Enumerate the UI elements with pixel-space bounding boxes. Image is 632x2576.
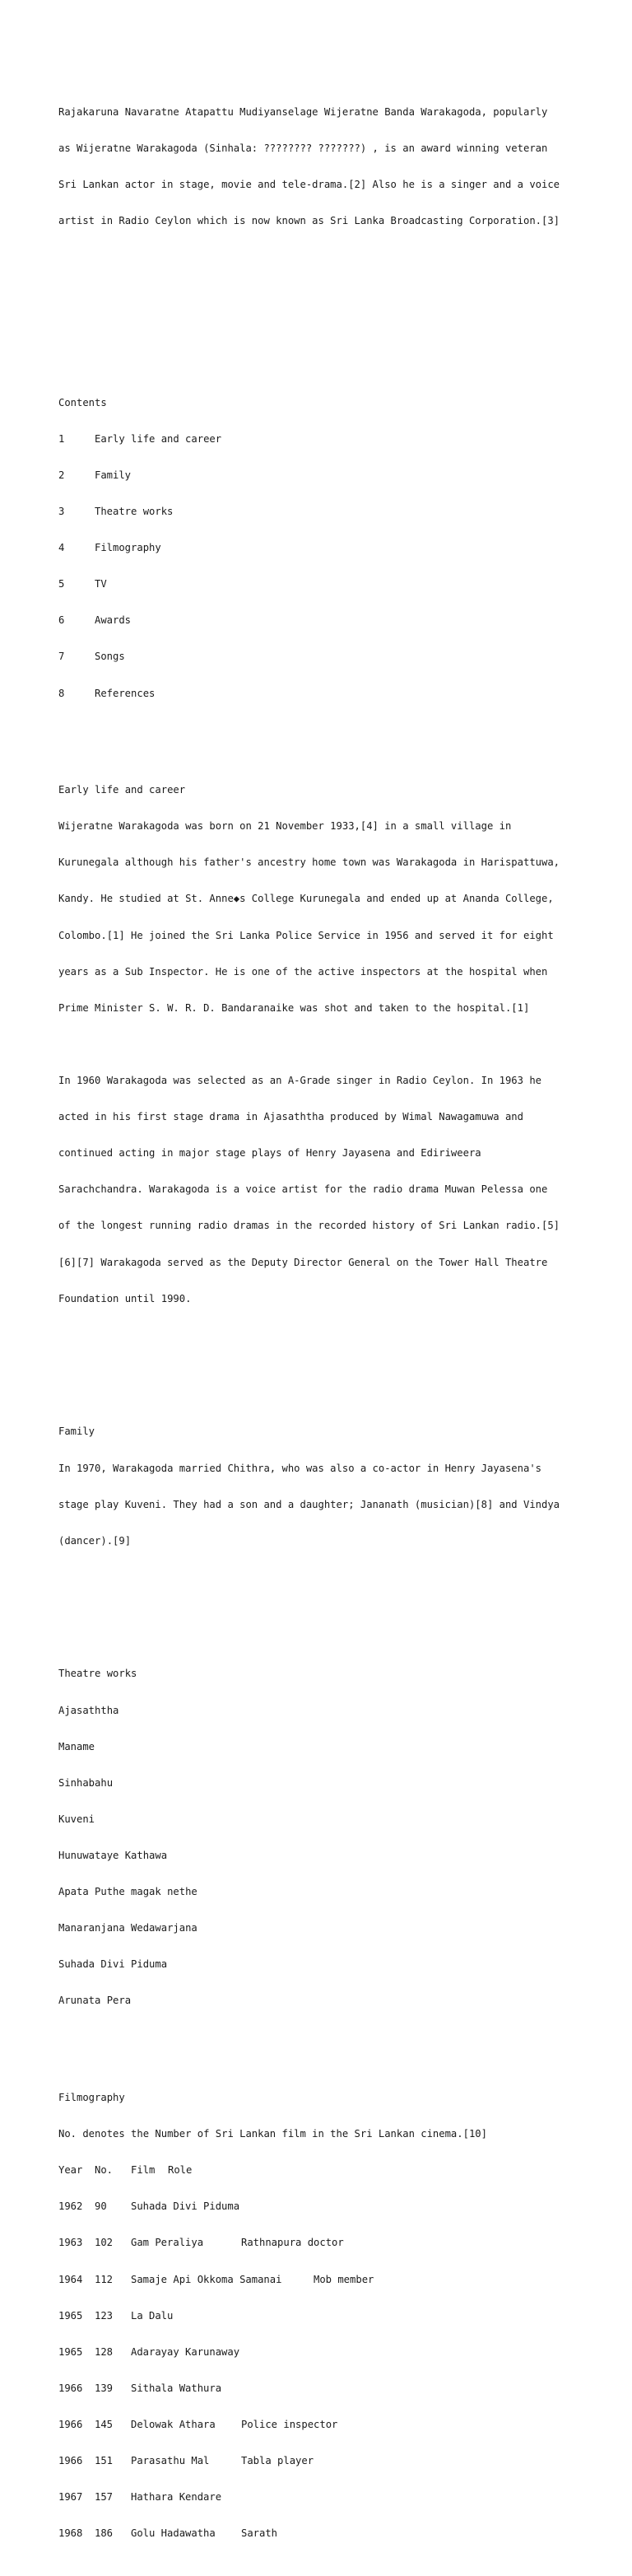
table-row bbox=[58, 2274, 626, 2286]
toc-label: Awards bbox=[95, 614, 132, 627]
column-header: Film bbox=[131, 2164, 156, 2177]
section-heading: Early life and career bbox=[58, 784, 186, 796]
film-year: 1962 bbox=[58, 2200, 83, 2213]
intro-line: artist in Radio Ceylon which is now known as Sri Lanka Broadcasting Corporation.[3] bbox=[58, 215, 560, 227]
intro-paragraph bbox=[58, 82, 626, 251]
theatre-section bbox=[58, 1644, 626, 2032]
film-number: 90 bbox=[95, 2200, 107, 2213]
film-role: Tabla player bbox=[241, 2455, 314, 2467]
paragraph-line: continued acting in major stage plays of Henry Jayasena and Ediriweera bbox=[58, 1147, 481, 1160]
paragraph-line: In 1970, Warakagoda married Chithra, who was also a co-actor in Henry Jayasena's bbox=[58, 1462, 541, 1474]
film-role: Mob member bbox=[314, 2273, 374, 2285]
film-title: Samaje Api Okkoma Samanai bbox=[131, 2273, 282, 2285]
film-title: Golu Hadawatha bbox=[131, 2527, 216, 2540]
film-title: Delowak Athara bbox=[131, 2419, 216, 2431]
paragraph-line: Sarachchandra. Warakagoda is a voice artist for the radio drama Muwan Pelessa one bbox=[58, 1183, 548, 1196]
film-year: 1966 bbox=[58, 2382, 83, 2394]
theatre-item: Sinhabahu bbox=[58, 1776, 114, 1789]
toc-label: Filmography bbox=[95, 542, 161, 554]
film-year: 1967 bbox=[58, 2491, 83, 2504]
paragraph-line: Kandy. He studied at St. Anne◆s College Kurunegala and ended up at Ananda College, bbox=[58, 893, 554, 905]
film-title: Sithala Wathura bbox=[131, 2382, 222, 2394]
film-year: 1964 bbox=[58, 2273, 83, 2285]
early-life-section bbox=[58, 760, 626, 1329]
toc-number: 6 bbox=[58, 614, 65, 627]
toc-label: Early life and career bbox=[95, 432, 222, 445]
table-row bbox=[58, 2200, 626, 2213]
toc-item[interactable] bbox=[58, 506, 626, 518]
column-header: Year bbox=[58, 2164, 83, 2177]
film-title: Suhada Divi Piduma bbox=[131, 2200, 240, 2213]
theatre-item: Arunata Pera bbox=[58, 1995, 132, 2007]
theatre-item: Maname bbox=[58, 1740, 95, 1752]
toc-label: Family bbox=[95, 469, 132, 481]
theatre-item: Hunuwataye Kathawa bbox=[58, 1849, 168, 1861]
film-year: 1965 bbox=[58, 2309, 83, 2322]
filmography-section bbox=[58, 2068, 626, 2564]
toc-number: 8 bbox=[58, 687, 65, 699]
film-title: La Dalu bbox=[131, 2309, 174, 2322]
paragraph-line: of the longest running radio dramas in the recorded history of Sri Lankan radio.[5] bbox=[58, 1220, 560, 1232]
paragraph-line: Kurunegala although his father's ancestry home town was Warakagoda in Harispattuwa, bbox=[58, 856, 560, 869]
column-header: Role bbox=[168, 2164, 193, 2177]
table-row bbox=[58, 2382, 626, 2395]
toc-item[interactable] bbox=[58, 469, 626, 482]
film-title: Adarayay Karunaway bbox=[131, 2345, 240, 2358]
film-number: 186 bbox=[95, 2527, 114, 2540]
film-year: 1966 bbox=[58, 2419, 83, 2431]
theatre-item: Ajasaththa bbox=[58, 1704, 119, 1716]
film-year: 1968 bbox=[58, 2527, 83, 2540]
film-number: 102 bbox=[95, 2237, 114, 2249]
table-row bbox=[58, 2455, 626, 2467]
column-header: No. bbox=[95, 2164, 114, 2177]
paragraph-line: stage play Kuveni. They had a son and a daughter; Jananath (musician)[8] and Vindya bbox=[58, 1498, 560, 1510]
table-row bbox=[58, 2310, 626, 2322]
theatre-item: Kuveni bbox=[58, 1813, 95, 1825]
table-row bbox=[58, 2237, 626, 2249]
intro-line: Sri Lankan actor in stage, movie and tele-drama.[2] Also he is a singer and a voice bbox=[58, 179, 560, 191]
table-row bbox=[58, 2491, 626, 2504]
toc-number: 2 bbox=[58, 469, 65, 481]
toc-item[interactable] bbox=[58, 651, 626, 663]
film-number: 151 bbox=[95, 2455, 114, 2467]
toc-label: Songs bbox=[95, 651, 125, 663]
theatre-item: Suhada Divi Piduma bbox=[58, 1958, 168, 1971]
paragraph-line: Foundation until 1990. bbox=[58, 1292, 192, 1304]
paragraph-line: Colombo.[1] He joined the Sri Lanka Police Service in 1956 and served it for eight bbox=[58, 929, 554, 941]
contents-section bbox=[58, 372, 626, 723]
toc-item[interactable] bbox=[58, 433, 626, 446]
film-year: 1965 bbox=[58, 2345, 83, 2358]
film-role: Rathnapura doctor bbox=[241, 2237, 344, 2249]
film-number: 157 bbox=[95, 2491, 114, 2504]
paragraph-line: Wijeratne Warakagoda was born on 21 November 1933,[4] in a small village in bbox=[58, 820, 512, 833]
toc-item[interactable] bbox=[58, 578, 626, 590]
theatre-item: Apata Puthe magak nethe bbox=[58, 1886, 198, 1898]
intro-line: Rajakaruna Navaratne Atapattu Mudiyanselage Wijeratne Banda Warakagoda, popularly bbox=[58, 105, 548, 118]
film-number: 112 bbox=[95, 2273, 114, 2285]
table-row bbox=[58, 2419, 626, 2431]
table-header-row bbox=[58, 2164, 626, 2177]
toc-item[interactable] bbox=[58, 688, 626, 700]
family-section bbox=[58, 1402, 626, 1571]
paragraph-line: acted in his first stage drama in Ajasaththa produced by Wimal Nawagamuwa and bbox=[58, 1111, 523, 1123]
section-heading: Filmography bbox=[58, 2092, 125, 2104]
paragraph-line: In 1960 Warakagoda was selected as an A-Grade singer in Radio Ceylon. In 1963 he bbox=[58, 1075, 541, 1087]
table-row bbox=[58, 2346, 626, 2359]
document-page bbox=[58, 58, 626, 2576]
film-year: 1966 bbox=[58, 2455, 83, 2467]
toc-label: Theatre works bbox=[95, 505, 174, 517]
film-year: 1963 bbox=[58, 2237, 83, 2249]
paragraph-line: (dancer).[9] bbox=[58, 1534, 132, 1547]
intro-line: as Wijeratne Warakagoda (Sinhala: ???????? ???????) , is an award winning veteran bbox=[58, 142, 548, 154]
film-number: 139 bbox=[95, 2382, 114, 2394]
toc-number: 4 bbox=[58, 542, 65, 554]
film-role: Police inspector bbox=[241, 2419, 338, 2431]
film-title: Parasathu Mal bbox=[131, 2455, 210, 2467]
toc-item[interactable] bbox=[58, 542, 626, 554]
toc-label: TV bbox=[95, 578, 107, 590]
section-heading: Theatre works bbox=[58, 1668, 137, 1680]
table-row bbox=[58, 2527, 626, 2540]
film-role: Sarath bbox=[241, 2527, 278, 2540]
filmography-note: No. denotes the Number of Sri Lankan film in the Sri Lankan cinema.[10] bbox=[58, 2128, 487, 2140]
toc-number: 5 bbox=[58, 578, 65, 590]
paragraph-line: years as a Sub Inspector. He is one of the active inspectors at the hospital when bbox=[58, 965, 548, 978]
toc-number: 3 bbox=[58, 505, 65, 517]
toc-label: References bbox=[95, 687, 156, 699]
paragraph-line: Prime Minister S. W. R. D. Bandaranaike was shot and taken to the hospital.[1] bbox=[58, 1001, 530, 1014]
contents-heading: Contents bbox=[58, 396, 107, 408]
toc-number: 1 bbox=[58, 432, 65, 445]
film-number: 123 bbox=[95, 2309, 114, 2322]
film-title: Hathara Kendare bbox=[131, 2491, 222, 2504]
film-title: Gam Peraliya bbox=[131, 2237, 204, 2249]
film-number: 128 bbox=[95, 2345, 114, 2358]
section-heading: Family bbox=[58, 1426, 95, 1438]
theatre-item: Manaranjana Wedawarjana bbox=[58, 1922, 198, 1934]
film-number: 145 bbox=[95, 2419, 114, 2431]
paragraph-line: [6][7] Warakagoda served as the Deputy Director General on the Tower Hall Theatre bbox=[58, 1256, 548, 1268]
toc-number: 7 bbox=[58, 651, 65, 663]
toc-item[interactable] bbox=[58, 614, 626, 627]
